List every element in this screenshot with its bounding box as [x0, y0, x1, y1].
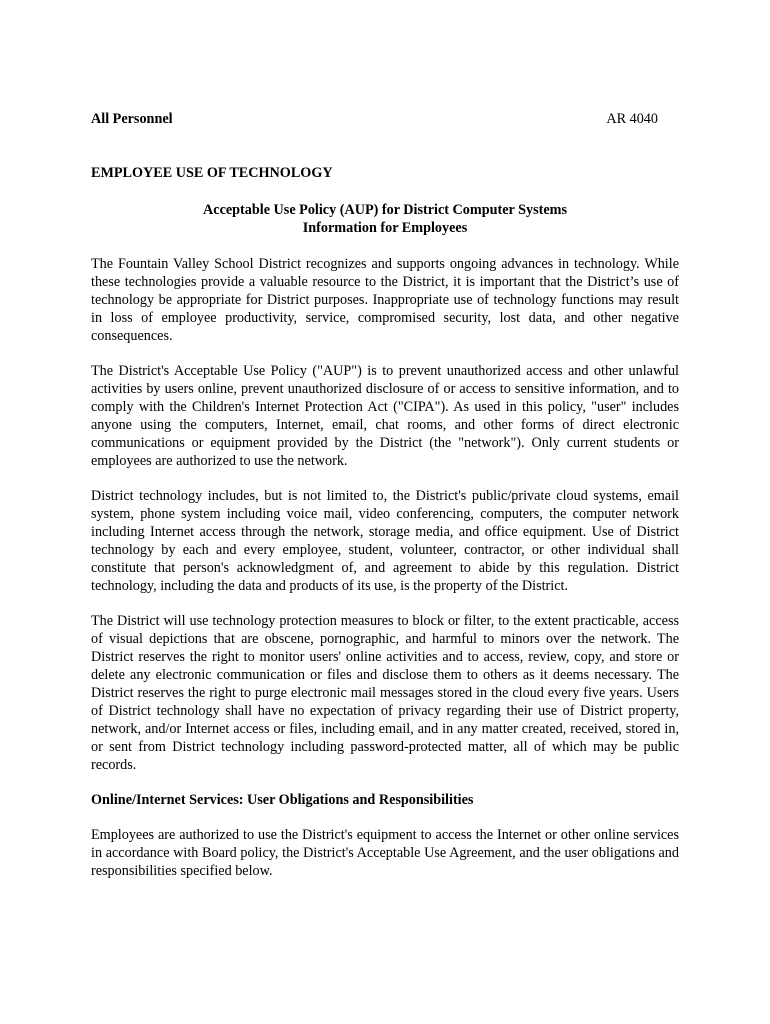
paragraph-intro: The Fountain Valley School District recognizes and supports ongoing advances in technology. While these technologies provide a valuable resource to the District, it is important that the District’s use of technology be appropriate for District purposes. Inappropriate use of technology functions may result in loss of employee productivity, service, compromised security, lost data, and other negative consequences. [91, 256, 679, 344]
paragraph-aup-purpose: The District's Acceptable Use Policy ("AUP") is to prevent unauthorized access and other unlawful activities by users online, prevent unauthorized disclosure of or access to sensitive information, and to comply with the Children's Internet Protection Act ("CIPA"). As used in this policy, "user" includes anyone using the computers, Internet, email, chat rooms, and other forms of direct electronic communications or equipment provided by the District (the "network"). Only current students or employees are authorized to use the network. [91, 363, 679, 469]
document-page [91, 110, 679, 880]
subtitle-line-2: Information for Employees [302, 220, 468, 236]
document-header [91, 110, 679, 128]
paragraph-protection-measures: The District will use technology protection measures to block or filter, to the extent practicable, access of visual depictions that are obscene, pornographic, and harmful to minors over the network. The District reserves the right to monitor users' online activities and to access, review, copy, and store or delete any electronic communication or files and disclose them to others as it deems necessary. The District reserves the right to purge electronic mail messages stored in the cloud every five years. Users of District technology shall have no expectation of privacy regarding their use of District property, network, and/or Internet access or files, including email, and in any matter created, received, stored in, or sent from District technology including password-protected matter, all of which may be public records. [91, 613, 679, 773]
paragraph-online-services: Employees are authorized to use the District's equipment to access the Internet or other online services in accordance with Board policy, the District's Acceptable Use Agreement, and the user obligations and responsibilities specified below. [91, 827, 679, 879]
document-subtitle [91, 201, 679, 237]
audience-label: All Personnel [91, 111, 173, 127]
regulation-code: AR 4040 [606, 111, 658, 127]
document-title: EMPLOYEE USE OF TECHNOLOGY [91, 165, 333, 181]
section-heading: Online/Internet Services: User Obligations and Responsibilities [91, 792, 474, 808]
paragraph-district-technology: District technology includes, but is not limited to, the District's public/private cloud systems, email system, phone system including voice mail, video conferencing, computers, the computer network including Internet access through the network, storage media, and office equipment. Use of District technology by each and every employee, student, volunteer, contractor, or other individual shall constitute that person's acknowledgment of, and agreement to abide by this regulation. District technology, including the data and products of its use, is the property of the District. [91, 488, 679, 594]
subtitle-line-1: Acceptable Use Policy (AUP) for District Computer Systems [203, 202, 567, 218]
